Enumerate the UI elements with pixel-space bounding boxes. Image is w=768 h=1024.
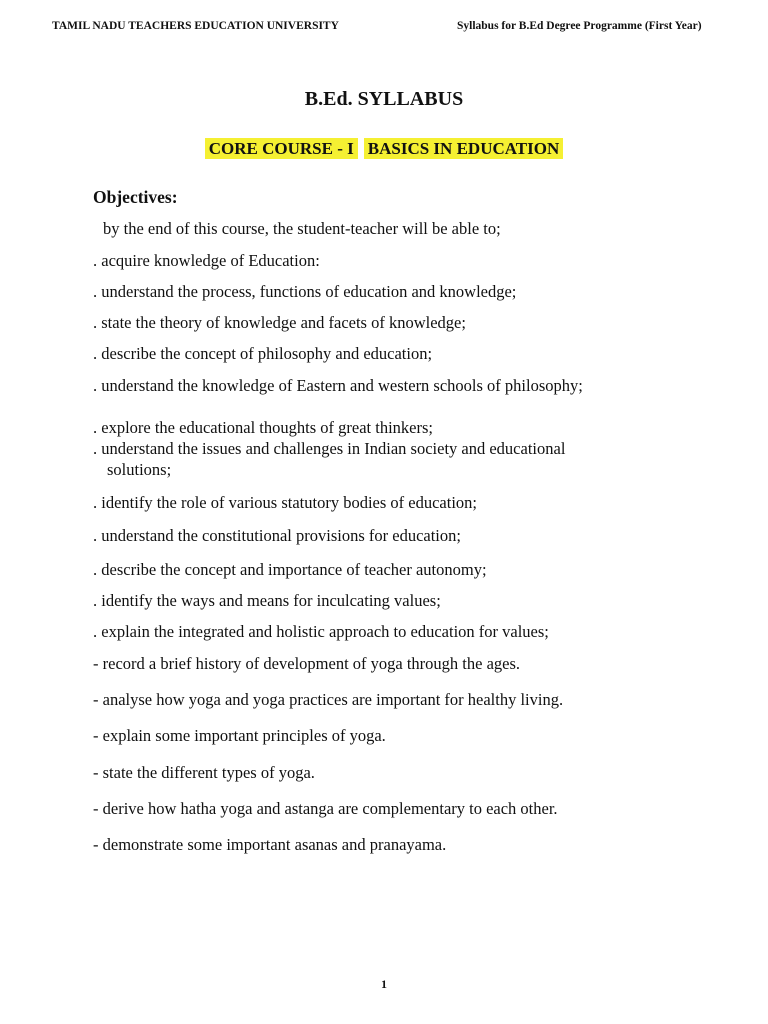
objective-item: . identify the ways and means for inculcating values; — [93, 591, 441, 610]
objective-item: . state the theory of knowledge and facets of knowledge; — [93, 313, 466, 332]
header-syllabus: Syllabus for B.Ed Degree Programme (First Year) — [457, 20, 702, 32]
objectives-heading: Objectives: — [93, 187, 178, 207]
course-name: BASICS IN EDUCATION — [364, 138, 563, 159]
objective-item: - record a brief history of development of yoga through the ages. — [93, 654, 521, 673]
objective-item: . understand the knowledge of Eastern and western schools of philosophy; — [93, 376, 583, 395]
objective-item: - analyse how yoga and yoga practices are important for healthy living. — [93, 690, 564, 709]
objectives-intro: by the end of this course, the student-teacher will be able to; — [103, 219, 501, 238]
objective-item: . acquire knowledge of Education: — [93, 251, 320, 270]
objective-item: . explain the integrated and holistic approach to education for values; — [93, 622, 549, 641]
header-university: TAMIL NADU TEACHERS EDUCATION UNIVERSITY — [52, 20, 339, 32]
course-title — [0, 139, 768, 159]
objective-item: - demonstrate some important asanas and pranayama. — [93, 835, 447, 854]
page-number: 1 — [381, 977, 387, 991]
objective-item-continuation: solutions; — [107, 460, 172, 479]
objective-item: . describe the concept and importance of teacher autonomy; — [93, 560, 487, 579]
objective-item: . understand the constitutional provisions for education; — [93, 526, 461, 545]
objective-item-line: . understand the issues and challenges in Indian society and educational — [93, 439, 566, 458]
course-number: CORE COURSE - I — [205, 138, 358, 159]
objective-item: - explain some important principles of yoga. — [93, 726, 386, 745]
objective-item: - derive how hatha yoga and astanga are complementary to each other. — [93, 799, 558, 818]
objective-item: - state the different types of yoga. — [93, 763, 315, 782]
objective-item — [93, 438, 674, 480]
objective-item: . understand the process, functions of education and knowledge; — [93, 282, 517, 301]
objective-item: . explore the educational thoughts of great thinkers; — [93, 418, 433, 437]
objective-item: . describe the concept of philosophy and education; — [93, 344, 433, 363]
page-title: B.Ed. SYLLABUS — [304, 88, 464, 110]
objective-item: . identify the role of various statutory bodies of education; — [93, 493, 477, 512]
